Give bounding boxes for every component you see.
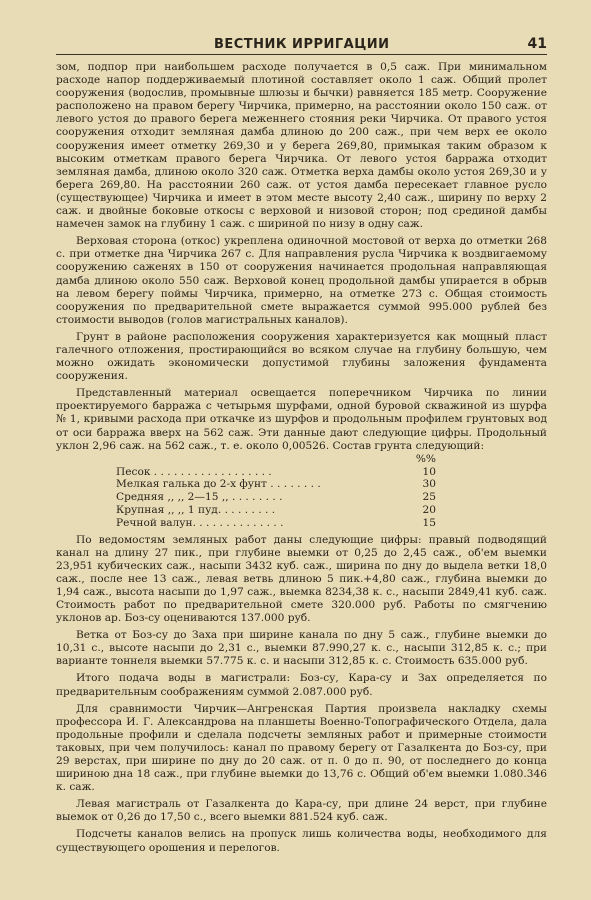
soil-name: Крупная ,, ,, 1 пуд. . . . . . . . . <box>116 503 276 516</box>
soil-value: 20 <box>422 503 436 516</box>
soil-row <box>116 504 436 517</box>
article-body <box>56 61 547 855</box>
paragraph: Для сравнимости Чирчик—Ангренская Партия произвела накладку схемы профессора И. Г. Александрова на планшеты Военно-Топографического Отдела, дала продольные профили и сделала подсчеты земляных работ и примерные стоимости таковых, при чем получилось: канал по правому берегу от Газалкента до Боз-су, при 29 верстах, при ширине по дну до 20 саж. от п. 0 до п. 90, от последнего до конца шириною дна 18 саж., при глубине выемки до 13,76 с. Общий об'ем выемки 1.080.346 к. саж. <box>56 702 547 794</box>
soil-composition-table <box>116 453 436 530</box>
paragraph: зом, подпор при наибольшем расходе получается в 0,5 саж. При минимальном расходе напор поддерживаемый плотиной составляет около 1 саж. Общий пролет сооружения (водослив, промывные шлюзы и бычки) равняется 185 метр. Сооружение расположено на правом берегу Чирчика, примерно, на расстоянии около 150 саж. от левого устоя до правого берега меженнего стояния реки Чирчика. От правого устоя сооружения отходит земляная дамба длиною до 200 саж., при чем верх ее около сооружения имеет отметку 269,30 и у берега 269,80, примыкая таким образом к высоким отметкам правого берега Чирчика. От левого устоя барража отходит земляная дамба, длиною около 320 саж. Отметка верха дамбы около устоя 269,30 и у берега 269,80. На расстоянии 260 саж. от устоя дамба пересекает главное русло (существующее) Чирчика и имеет в этом месте высоту 2,40 саж., ширину по верху 2 саж. и двойные боковые откосы с верховой и низовой сторон; под срединой дамбы намечен замок на глубину 1 саж. с шириной по низу в одну саж. <box>56 61 547 231</box>
paragraph: Левая магистраль от Газалкента до Кара-су, при длине 24 верст, при глубине выемок от 0,26 до 17,50 с., всего выемки 881.524 куб. саж. <box>56 798 547 824</box>
soil-row <box>116 478 436 491</box>
journal-title: ВЕСТНИК ИРРИГАЦИИ <box>213 37 390 52</box>
paragraph: Подсчеты каналов велись на пропуск лишь количества воды, необходимого для существующего орошения и перелогов. <box>56 828 547 854</box>
soil-row <box>116 491 436 504</box>
soil-unit: %% <box>415 452 436 465</box>
soil-row <box>116 517 436 530</box>
soil-unit-row <box>116 453 436 466</box>
page-number: 41 <box>527 36 547 52</box>
soil-value: 15 <box>422 516 436 529</box>
soil-value: 10 <box>422 465 436 478</box>
soil-name: Речной валун. . . . . . . . . . . . . . <box>116 516 284 529</box>
paragraph: Верховая сторона (откос) укреплена одиночной мостовой от верха до отметки 268 с. при отметке дна Чирчика 267 с. Для направления русла Чирчика к воздвигаемому сооружению саженях в 150 от сооружения начинается продольная направляющая дамба длиною около 550 саж. Верховой конец продольной дамбы упирается в обрыв на левом берегу поймы Чирчика, примерно, на отметке 273 с. Общая стоимость сооружения по предварительной смете выражается суммой 995.000 рублей без стоимости выводов (голов магистральных каналов). <box>56 235 547 326</box>
soil-name: Средняя ,, ,, 2—15 ,, . . . . . . . . <box>116 491 283 504</box>
soil-value: 25 <box>422 491 436 504</box>
running-header <box>56 30 547 55</box>
soil-name: Песок . . . . . . . . . . . . . . . . . . <box>116 465 272 478</box>
paragraph: Итого подача воды в магистрали: Боз-су, Кара-су и Зах определяется по предварительным соображениям суммой 2.087.000 руб. <box>56 672 547 698</box>
soil-row <box>116 466 436 479</box>
paragraph: Представленный материал освещается поперечником Чирчика по линии проектируемого барража с четырьмя шурфами, одной буровой скважиной из шурфа № 1, кривыми расхода при откачке из шурфов и продольным профилем грунтовых вод от оси барража вверх на 562 саж. Эти данные дают следующие цифры. Продольный уклон 2,96 саж. на 562 саж., т. е. около 0,00526. Состав грунта следующий: <box>56 387 547 452</box>
soil-value: 30 <box>422 478 436 491</box>
paragraph: По ведомостям земляных работ даны следующие цифры: правый подводящий канал на длину 27 пик., при глубине выемки от 0,25 до 2,45 саж., об'ем выемки 23,951 кубических саж., насыпи 3432 куб. саж., ширина по дну до выдела ветки 18,0 саж., после нее 13 саж., левая ветвь длиною 5 пик.+4,80 саж., глубина выемки до 1,94 саж., высота насыпи до 1,97 саж., выемка 8234,38 к. с., насыпи 2849,41 куб. саж. Стоимость работ по предварительной смете 320.000 руб. Работы по смягчению уклонов ар. Боз-су оцениваются 137.000 руб. <box>56 533 547 625</box>
paragraph: Грунт в районе расположения сооружения характеризуется как мощный пласт галечного отложения, простирающийся во всяком случае на глубину большую, чем можно ожидать экономически допустимой глубины заложения фундамента сооружения. <box>56 330 547 383</box>
paragraph: Ветка от Боз-су до Заха при ширине канала по дну 5 саж., глубине выемки до 10,31 с., высоте насыпи до 2,31 с., выемки 87.990,27 к. с., насыпи 312,85 к. с.; при варианте тоннеля выемки 57.775 к. с. и насыпи 312,85 к. с. Стоимость 635.000 руб. <box>56 629 547 668</box>
soil-name: Мелкая галька до 2-х фунт . . . . . . . . <box>116 478 321 491</box>
